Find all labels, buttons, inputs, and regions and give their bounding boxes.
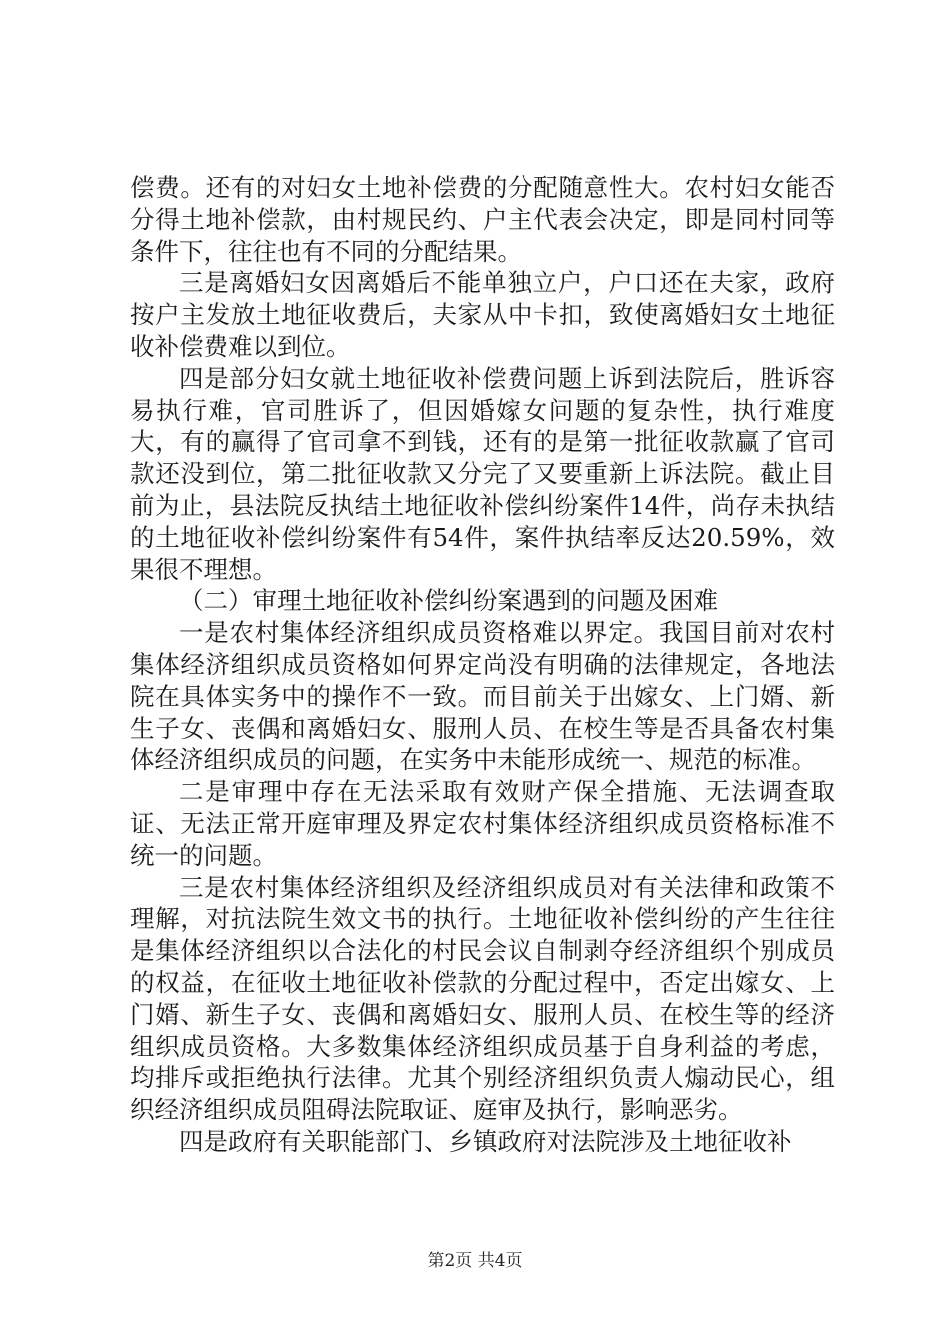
- paragraph-continuation: 偿费。还有的对妇女土地补偿费的分配随意性大。农村妇女能否分得土地补偿款，由村规民约、户主代表会决定，即是同村同等条件下，往往也有不同的分配结果。: [130, 173, 835, 266]
- paragraph-divorced-women: 三是离婚妇女因离婚后不能单独立户，户口还在夫家，政府按户主发放土地征收费后，夫家从中卡扣，致使离婚妇女土地征收补偿费难以到位。: [130, 268, 835, 361]
- section-heading: （二）审理土地征收补偿纠纷案遇到的问题及困难: [179, 586, 718, 616]
- document-body: [130, 172, 835, 1158]
- paragraph-trial-problems: 二是审理中存在无法采取有效财产保全措施、无法调查取证、无法正常开庭审理及界定农村集体经济组织成员资格标准不统一的问题。: [130, 777, 835, 870]
- paragraph-government-departments: 四是政府有关职能部门、乡镇政府对法院涉及土地征收补: [179, 1126, 792, 1156]
- paragraph-enforcement-difficulty: 四是部分妇女就土地征收补偿费问题上诉到法院后，胜诉容易执行难，官司胜诉了，但因婚嫁女问题的复杂性，执行难度大，有的赢得了官司拿不到钱，还有的是第一批征收款赢了官司款还没到位，第二批征收款又分完了又要重新上诉法院。截止目前为止，县法院反执结土地征收补偿纠纷案件14件，尚存未执结的土地征收补偿纠纷案件有54件，案件执结率反达20.59%，效果很不理想。: [130, 363, 835, 584]
- paragraph-membership-definition: 一是农村集体经济组织成员资格难以界定。我国目前对农村集体经济组织成员资格如何界定尚没有明确的法律规定，各地法院在具体实务中的操作不一致。而目前关于出嫁女、上门婿、新生子女、丧偶和离婚妇女、服刑人员、在校生等是否具备农村集体经济组织成员的问题，在实务中未能形成统一、规范的标准。: [130, 618, 835, 775]
- page-footer: 第2页 共4页: [427, 1251, 523, 1271]
- paragraph-resistance-enforcement: 三是农村集体经济组织及经济组织成员对有关法律和政策不理解，对抗法院生效文书的执行。土地征收补偿纠纷的产生往往是集体经济组织以合法化的村民会议自制剥夺经济组织个别成员的权益，在征收土地征收补偿款的分配过程中，否定出嫁女、上门婿、新生子女、丧偶和离婚妇女、服刑人员、在校生等的经济组织成员资格。大多数集体经济组织成员基于自身利益的考虑，均排斥或拒绝执行法律。尤其个别经济组织负责人煽动民心，组织经济组织成员阻碍法院取证、庭审及执行，影响恶劣。: [130, 872, 835, 1125]
